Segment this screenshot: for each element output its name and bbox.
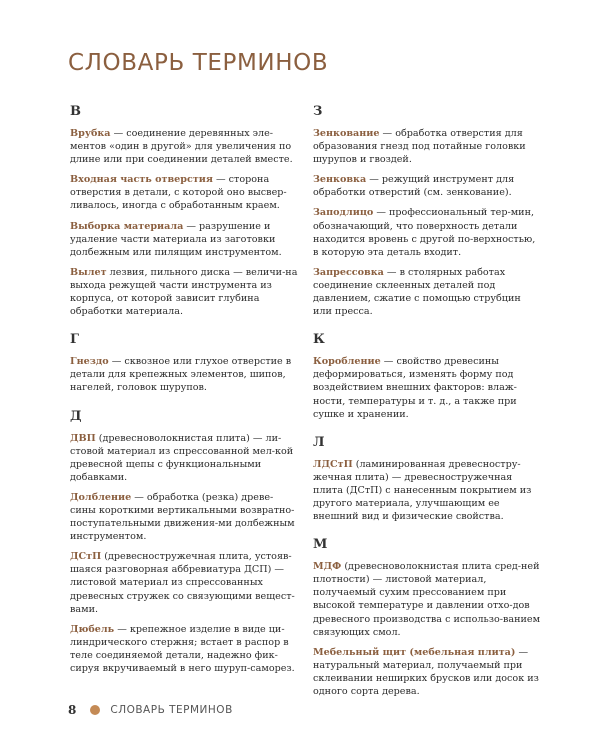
glossary-term: Выборка материала bbox=[70, 220, 184, 232]
glossary-entry bbox=[70, 550, 298, 615]
glossary-definition: — сквозное или глухое отверстие в детали для крепежных элементов, шипов, нагелей, головок шурупов. bbox=[70, 356, 292, 394]
glossary-entry bbox=[70, 355, 298, 394]
glossary-entry bbox=[313, 560, 541, 639]
glossary-term: Гнездо bbox=[70, 356, 109, 368]
glossary-definition: — свойство древесины деформироваться, изменять форму под воздействием внешних факторов: влаж-ности, температуры и т. д., а также при сушке и хранении. bbox=[313, 356, 517, 420]
glossary-term: ДСтП bbox=[70, 551, 102, 563]
right-column bbox=[313, 104, 541, 705]
glossary-entry bbox=[313, 206, 541, 258]
glossary-entry bbox=[313, 127, 541, 166]
glossary-entry bbox=[70, 173, 298, 212]
left-column bbox=[70, 104, 298, 682]
glossary-term: Мебельный щит (мебельная плита) bbox=[313, 646, 516, 658]
glossary-term: Зенковка bbox=[313, 174, 367, 186]
glossary-entry bbox=[313, 355, 541, 420]
glossary-definition: — режущий инструмент для обработки отверстий (см. зенкование). bbox=[313, 174, 515, 199]
bullet-dot-icon bbox=[90, 705, 100, 715]
glossary-term: Вылет bbox=[70, 266, 107, 278]
section-letter: Л bbox=[313, 434, 325, 450]
glossary-entry bbox=[70, 266, 298, 318]
glossary-definition: (древесностружечная плита, устояв-шаяся разговорная аббревиатура ДСП) — листовой материал из спрессованных древесных стружек со связующими вещест-вами. bbox=[70, 551, 295, 615]
glossary-term: Заподлицо bbox=[313, 207, 374, 219]
running-title: СЛОВАРЬ ТЕРМИНОВ bbox=[110, 704, 233, 716]
glossary-term: МДФ bbox=[313, 561, 342, 573]
glossary-definition: (древесноволокнистая плита) — ли-стовой материал из спрессованной мел-кой древесной щепы с функциональными добавками. bbox=[70, 432, 294, 483]
page-footer bbox=[68, 703, 233, 717]
glossary-definition: — обработка (резка) древе-сины короткими вертикальными возвратно-поступательными движения-ми долбежным инструментом. bbox=[70, 491, 295, 543]
page-number: 8 bbox=[68, 703, 77, 717]
glossary-term: Коробление bbox=[313, 356, 381, 368]
glossary-entry bbox=[313, 173, 541, 199]
glossary-entry bbox=[70, 491, 298, 543]
glossary-definition: лезвия, пильного диска — величи-на выхода режущей части инструмента из корпуса, от которой зависит глубина обработки материала. bbox=[70, 266, 298, 318]
glossary-entry bbox=[70, 220, 298, 259]
glossary-definition: — сторона отверстия в детали, с которой оно высвер-ливалось, иногда с обработанным краем. bbox=[70, 174, 287, 212]
glossary-term: Входная часть отверстия bbox=[70, 174, 213, 186]
glossary-entry bbox=[313, 646, 541, 698]
glossary-definition: — соединение деревянных эле-ментов «один в другой» для увеличения по длине или при соединении деталей вместе. bbox=[70, 128, 293, 166]
section-letter: Д bbox=[70, 408, 82, 424]
glossary-term: Зенкование bbox=[313, 128, 380, 139]
section-letter: М bbox=[313, 537, 328, 553]
glossary-entry bbox=[70, 623, 298, 675]
glossary-definition: — разрушение и удаление части материала из заготовки долбежным или пилящим инструментом. bbox=[70, 220, 282, 258]
glossary-term: Запрессовка bbox=[313, 266, 384, 278]
glossary-term: Врубка bbox=[70, 128, 111, 139]
glossary-term: Дюбель bbox=[70, 623, 115, 635]
glossary-definition: — в столярных работах соединение склеенных деталей под давлением, сжатие с помощью струбцин или пресса. bbox=[313, 266, 521, 318]
page-title: СЛОВАРЬ ТЕРМИНОВ bbox=[68, 50, 329, 76]
glossary-definition: — крепежное изделие в виде ци-линдрического стержня; встает в распор в теле соединяемой детали, надежно фик-сируя вкручиваемый в него шуруп-саморез. bbox=[70, 623, 295, 674]
glossary-term: Долбление bbox=[70, 491, 132, 503]
section-letter: К bbox=[313, 332, 325, 348]
section-letter: Г bbox=[70, 332, 79, 348]
glossary-entry bbox=[313, 266, 541, 318]
glossary-definition: (ламинированная древесностру-жечная плита) — древесностружечная плита (ДСтП) с нанесенным покрытием из другого материала, улучшающим ее внешний вид и физические свойства. bbox=[313, 458, 532, 523]
section-letter: В bbox=[70, 104, 81, 119]
glossary-definition: (древесноволокнистая плита сред-ней плотности) — листовой материал, получаемый сухим прессованием при высокой температуре и давлении отхо-дов древесного производства с использо-ванием связующих смол. bbox=[313, 561, 541, 638]
glossary-definition: — обработка отверстия для образования гнезд под потайные головки шурупов и гвоздей. bbox=[313, 128, 526, 166]
section-letter: З bbox=[313, 104, 323, 119]
glossary-term: ДВП bbox=[70, 432, 96, 444]
glossary-definition: — профессиональный тер-мин, обозначающий, что поверхность детали находится вровень с другой по-верхностью, в которую эта деталь входит. bbox=[313, 207, 536, 258]
glossary-entry bbox=[70, 127, 298, 166]
glossary-definition: — натуральный материал, получаемый при склеивании неширких брусков или досок из одного сорта дерева. bbox=[313, 646, 539, 697]
glossary-term: ЛДСтП bbox=[313, 458, 353, 470]
glossary-entry bbox=[313, 458, 541, 523]
glossary-entry bbox=[70, 432, 298, 484]
